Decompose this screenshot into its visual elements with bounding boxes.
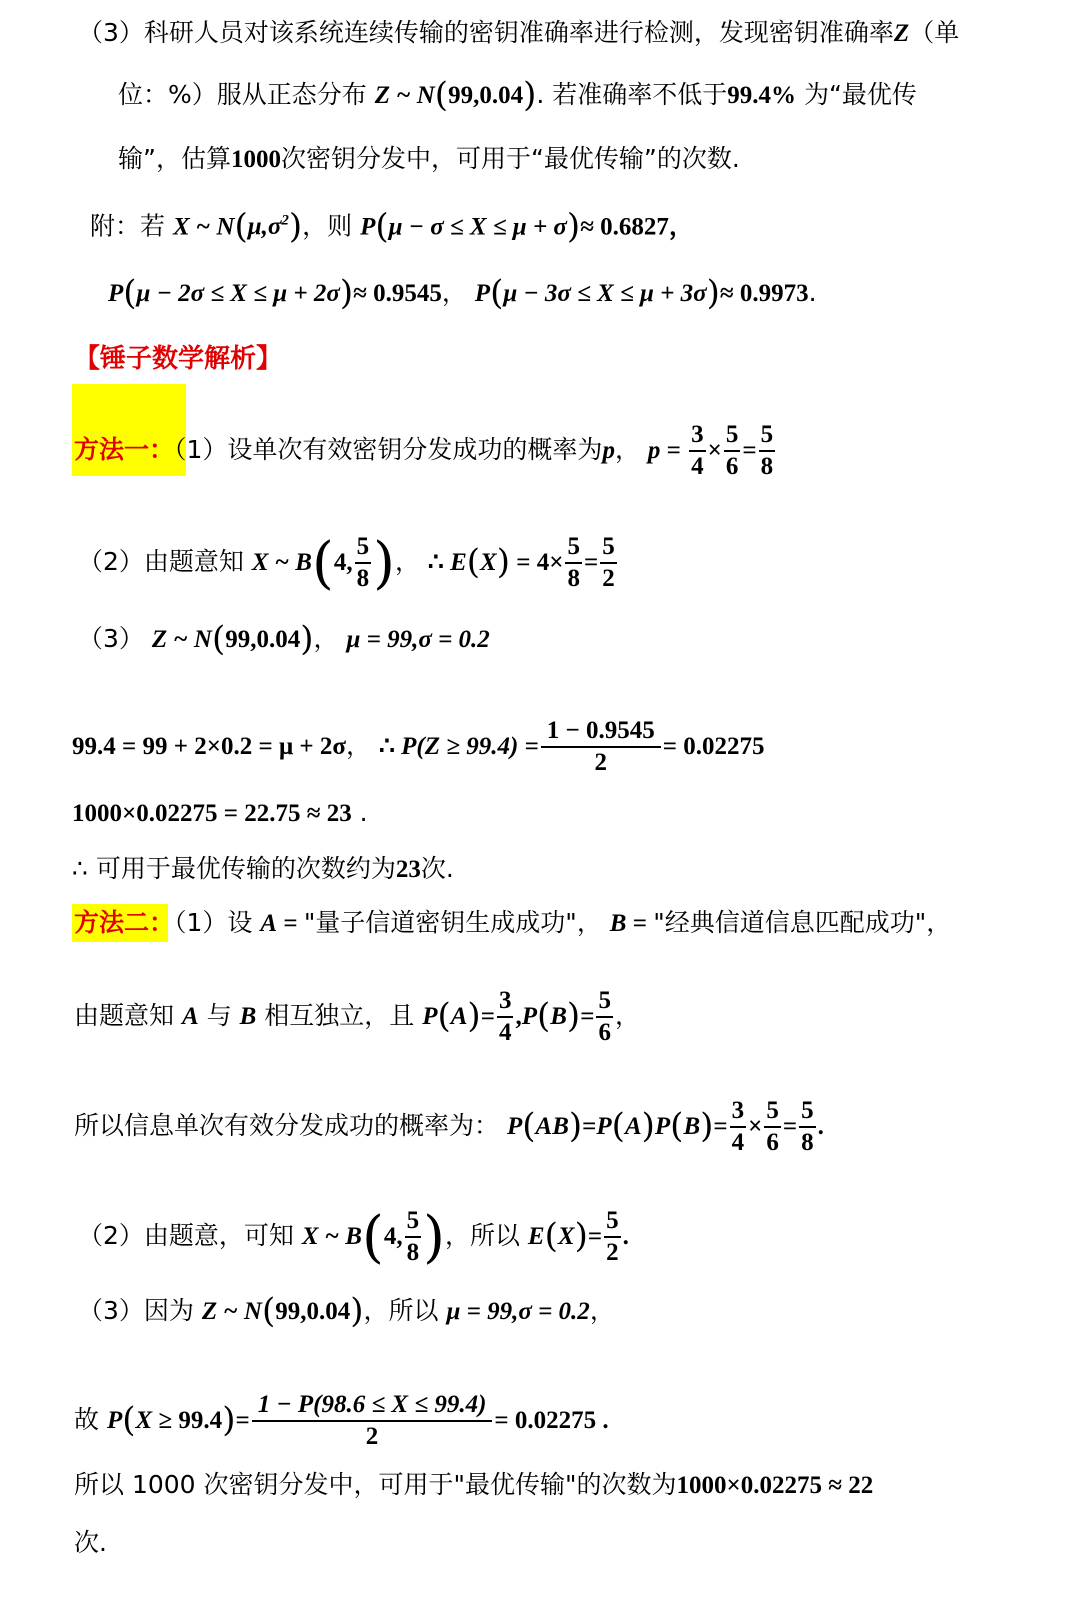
- event-b: "经典信道信息匹配成功": [653, 908, 927, 937]
- method2-label: 方法二：: [74, 908, 175, 937]
- text: 所以信息单次有效分发成功的概率为：: [74, 1111, 500, 1140]
- text: 次.: [420, 854, 454, 883]
- expr: 99.4 = 99 + 2×0.2 = μ + 2σ: [72, 733, 346, 760]
- text: （3）: [78, 624, 144, 653]
- var-p: p: [602, 437, 615, 464]
- text: ，所以: [444, 1221, 520, 1250]
- threshold: 99.4%: [727, 82, 796, 109]
- appendix-line1: 附：若 X ~ $N(\mu,\sigma^2)$，则 P(μ − σ ≤ X ≤ μ + σ)≈ 0.6827，: [90, 206, 694, 247]
- text: 由题意知: [74, 1001, 175, 1030]
- analysis-title: 【锤子数学解析】: [74, 344, 283, 374]
- method2-line2: 由题意知 A 与 B 相互独立，且 P(A)= $\frac{3}{4}$ ,P(B)= $\frac{5}{6}$ ，: [74, 987, 640, 1046]
- text: ，则: [302, 211, 353, 241]
- text: （3）因为: [78, 1296, 194, 1325]
- text: （1）设: [174, 908, 253, 937]
- text: 为“最优传: [803, 80, 917, 109]
- p2: 0.9545: [373, 280, 442, 307]
- text: 故: [74, 1405, 100, 1434]
- text: （3）科研人员对该系统连续传输的密钥准确率进行检测，发现密钥准确率: [78, 18, 894, 47]
- p3: 0.9973: [739, 280, 809, 307]
- text: ∴ 可用于最优传输的次数约为: [72, 854, 396, 883]
- params: 99,0.04: [448, 82, 524, 109]
- text: 所以 1000 次密钥分发中，可用于"最优传输"的次数为: [74, 1470, 677, 1499]
- dist: Z ~ N: [374, 82, 435, 109]
- method1-line2: （2）由题意知 X ~ B(4, $\frac{5}{8}$ )， ∴ E(X) = 4× $\frac{5}{8}$ = $\frac{5}{2}$: [78, 531, 615, 596]
- problem-part3-line3: [118, 142, 740, 177]
- mu-sigma: μ = 99,σ = 0.2: [446, 1298, 590, 1325]
- method1-line3: （3） Z ~ N(99,0.04)， μ = 99,σ = 0.2: [78, 619, 490, 659]
- method1-line5: 1000×0.02275 = 22.75 ≈ 23 .: [72, 798, 368, 827]
- method2-line6: 故 P(X ≥ 99.4)= $\frac{1 - P(98.6 \le X \le 99.4)}{2}$ = 0.02275 .: [74, 1391, 609, 1450]
- den: 2: [365, 1423, 379, 1450]
- result: = 0.02275: [494, 1407, 597, 1434]
- method2-line1: 方法二：（1）设 A = "量子信道密钥生成成功"， B = "经典信道信息匹配成功"，: [74, 908, 952, 937]
- text: （2）由题意，可知: [78, 1221, 294, 1250]
- method2-line4: （2）由题意，可知 X ~ B(4, $\frac{5}{8}$ )，所以 E(X)= $\frac{5}{2}$ .: [78, 1205, 629, 1270]
- method1-line1: 方法一：（1）设单次有效密钥分发成功的概率为p， p = $\frac{3}{4}$ × $\frac{5}{6}$ = $\frac{5}{8}$: [74, 421, 774, 480]
- p1: 0.6827: [600, 213, 669, 241]
- den: 2: [594, 749, 608, 776]
- problem-part3-line1: [78, 16, 959, 51]
- text: （单: [909, 18, 960, 47]
- text: ，所以: [363, 1296, 439, 1325]
- method2-line8: [74, 1526, 107, 1560]
- num: 1 − 0.9545: [541, 716, 661, 748]
- problem-part3-line2: 位：%）服从正态分布 Z ~ N(99,0.04). 若准确率不低于99.4% 为“最优传: [118, 75, 917, 115]
- method1-conclusion: [72, 852, 454, 887]
- method1-line4: 99.4 = 99 + 2×0.2 = μ + 2σ， ∴ P(Z ≥ 99.4) = $\frac{1 - 0.9545}{2}$ = 0.02275: [72, 717, 765, 776]
- text: （2）由题意知: [78, 547, 244, 576]
- text: 附：若: [90, 211, 166, 241]
- text: 次.: [74, 1528, 107, 1557]
- expr: 1000×0.02275 = 22.75 ≈ 23: [72, 800, 352, 827]
- n: 23: [395, 856, 421, 883]
- text: （1）设单次有效密钥分发成功的概率为: [174, 435, 603, 464]
- method2-line5: （3）因为 Z ~ N(99,0.04)，所以 μ = 99,σ = 0.2，: [78, 1291, 615, 1331]
- text: 与: [206, 1001, 232, 1030]
- num: 1 − P(98.6 ≤ X ≤ 99.4): [252, 1390, 493, 1422]
- text: 位：%）服从正态分布: [118, 80, 367, 109]
- expr: 1000×0.02275 ≈ 22: [676, 1472, 874, 1499]
- mu-sigma: μ = 99,σ = 0.2: [346, 626, 490, 653]
- dist: X ~ N: [172, 213, 235, 241]
- count: 1000: [230, 146, 281, 173]
- text: 输”，估算: [118, 144, 231, 173]
- appendix-line2: P(μ − 2σ ≤ X ≤ μ + 2σ)≈ 0.9545， P(μ − 3σ ≤ X ≤ μ + 3σ)≈ 0.9973.: [108, 273, 817, 313]
- prob: P(Z ≥ 99.4) =: [401, 733, 539, 760]
- event-a: "量子信道密钥生成成功": [303, 908, 577, 937]
- text: 次密钥分发中，可用于“最优传输”的次数.: [280, 144, 740, 173]
- text: . 若准确率不低于: [536, 80, 728, 109]
- var-z: Z: [893, 20, 910, 47]
- method1-label: 方法一：: [74, 435, 175, 464]
- text: 相互独立，且: [264, 1001, 415, 1030]
- method2-line3: 所以信息单次有效分发成功的概率为： P(AB)=P(A)P(B)= $\frac{3}{4}$ × $\frac{5}{6}$ = $\frac{5}{8}$ .: [74, 1097, 824, 1156]
- method2-line7: [74, 1468, 873, 1503]
- result: = 0.02275: [662, 733, 765, 760]
